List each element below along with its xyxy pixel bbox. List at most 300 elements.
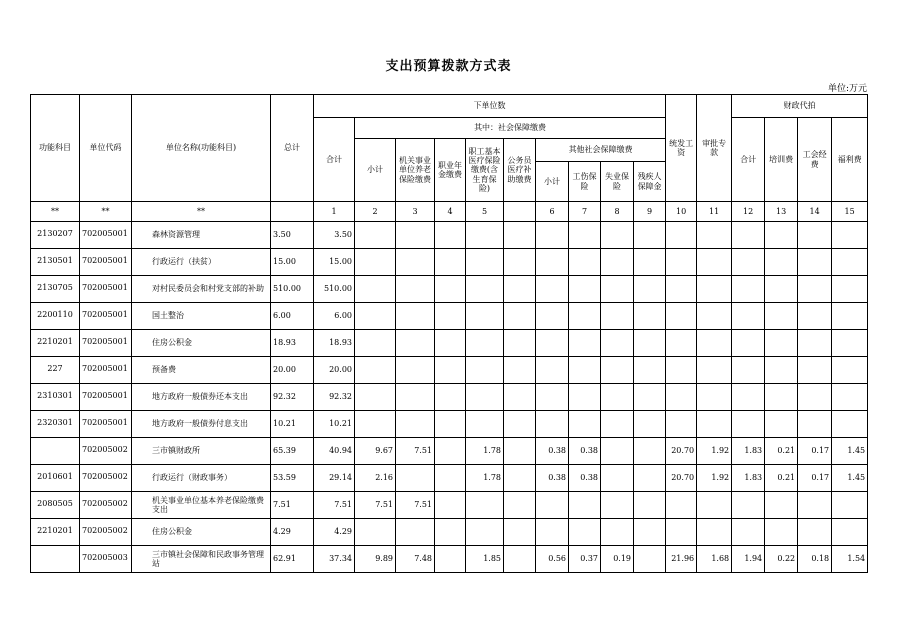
cell-name: 国土整治 (132, 303, 271, 330)
cell-c5b (504, 546, 536, 573)
cell-c9 (634, 222, 666, 249)
index-cell: 15 (832, 202, 868, 222)
cell-c1: 15.00 (314, 249, 355, 276)
cell-c8 (601, 465, 634, 492)
cell-c4 (435, 276, 466, 303)
cell-c3 (396, 330, 435, 357)
cell-c12 (732, 276, 765, 303)
cell-func: 2210201 (31, 519, 80, 546)
cell-c11 (697, 357, 732, 384)
header-unit-name: 单位名称(功能科目) (132, 95, 271, 202)
cell-c15: 1.45 (832, 465, 868, 492)
cell-c8 (601, 411, 634, 438)
cell-c2: 7.51 (355, 492, 396, 519)
cell-c11 (697, 492, 732, 519)
cell-c5b (504, 384, 536, 411)
cell-c6: 0.56 (536, 546, 569, 573)
cell-c7: 0.37 (569, 546, 601, 573)
cell-c5b (504, 249, 536, 276)
cell-func: 2320301 (31, 411, 80, 438)
cell-c14 (798, 222, 832, 249)
header-small-total: 小计 (355, 139, 396, 202)
cell-c1: 40.94 (314, 438, 355, 465)
cell-c14 (798, 357, 832, 384)
cell-c4 (435, 357, 466, 384)
cell-total: 6.00 (271, 303, 314, 330)
cell-c15 (832, 303, 868, 330)
table-row (31, 276, 868, 303)
cell-c14 (798, 276, 832, 303)
cell-c13 (765, 492, 798, 519)
cell-c6 (536, 330, 569, 357)
cell-c1: 510.00 (314, 276, 355, 303)
header-other-social: 其他社会保障缴费 (536, 139, 666, 162)
cell-c7 (569, 492, 601, 519)
cell-c12 (732, 519, 765, 546)
cell-c9 (634, 438, 666, 465)
header-annuity: 职业年金缴费 (435, 139, 466, 202)
cell-c5b (504, 330, 536, 357)
cell-c2: 9.67 (355, 438, 396, 465)
index-cell: 3 (396, 202, 435, 222)
index-cell: 5 (466, 202, 504, 222)
cell-c6 (536, 492, 569, 519)
cell-total: 62.91 (271, 546, 314, 573)
cell-c2 (355, 276, 396, 303)
cell-func (31, 546, 80, 573)
cell-c10 (666, 276, 697, 303)
cell-name: 住房公积金 (132, 330, 271, 357)
header-approval: 审批专款 (697, 95, 732, 202)
cell-func: 2130501 (31, 249, 80, 276)
cell-c5b (504, 303, 536, 330)
cell-func: 2310301 (31, 384, 80, 411)
cell-c11 (697, 519, 732, 546)
cell-c13 (765, 330, 798, 357)
header-welfare: 福利费 (832, 118, 868, 202)
cell-c6 (536, 303, 569, 330)
cell-c5 (466, 411, 504, 438)
cell-c9 (634, 492, 666, 519)
index-row-body (31, 202, 868, 222)
index-cell: 10 (666, 202, 697, 222)
cell-c11 (697, 384, 732, 411)
cell-c8 (601, 438, 634, 465)
cell-c5 (466, 519, 504, 546)
cell-c10: 21.96 (666, 546, 697, 573)
cell-c6: 0.38 (536, 465, 569, 492)
cell-c15 (832, 492, 868, 519)
cell-func: 2200110 (31, 303, 80, 330)
cell-c8 (601, 519, 634, 546)
cell-c13 (765, 357, 798, 384)
cell-total: 15.00 (271, 249, 314, 276)
index-cell (504, 202, 536, 222)
cell-name: 三市镇社会保障和民政事务管理站 (132, 546, 271, 573)
cell-c5b (504, 465, 536, 492)
cell-c7 (569, 249, 601, 276)
cell-c14 (798, 330, 832, 357)
cell-c1: 29.14 (314, 465, 355, 492)
cell-c1: 18.93 (314, 330, 355, 357)
cell-c15 (832, 384, 868, 411)
cell-c7 (569, 222, 601, 249)
cell-c3 (396, 384, 435, 411)
cell-code: 702005002 (80, 519, 132, 546)
cell-c15 (832, 276, 868, 303)
index-cell: 1 (314, 202, 355, 222)
table-header (31, 95, 868, 202)
cell-code: 702005001 (80, 384, 132, 411)
cell-c6 (536, 519, 569, 546)
cell-name: 住房公积金 (132, 519, 271, 546)
cell-c6 (536, 276, 569, 303)
cell-c14 (798, 249, 832, 276)
header-social-sub: 其中：社会保障缴费 (355, 118, 666, 139)
cell-total: 18.93 (271, 330, 314, 357)
cell-c4 (435, 438, 466, 465)
cell-c8 (601, 303, 634, 330)
header-total: 总计 (271, 95, 314, 202)
cell-name: 对村民委员会和村党支部的补助 (132, 276, 271, 303)
cell-c13: 0.22 (765, 546, 798, 573)
cell-func: 2130705 (31, 276, 80, 303)
cell-c12 (732, 249, 765, 276)
cell-c12 (732, 492, 765, 519)
cell-c3 (396, 411, 435, 438)
cell-c8 (601, 276, 634, 303)
cell-c12 (732, 411, 765, 438)
cell-c14 (798, 303, 832, 330)
cell-c9 (634, 276, 666, 303)
cell-c12 (732, 222, 765, 249)
cell-c5: 1.78 (466, 438, 504, 465)
cell-c12 (732, 330, 765, 357)
cell-total: 53.59 (271, 465, 314, 492)
cell-c14 (798, 492, 832, 519)
cell-c5b (504, 276, 536, 303)
cell-name: 行政运行（财政事务） (132, 465, 271, 492)
cell-c6: 0.38 (536, 438, 569, 465)
cell-c15 (832, 411, 868, 438)
cell-c6 (536, 411, 569, 438)
cell-c12: 1.94 (732, 546, 765, 573)
page-title: 支出预算拨款方式表 (385, 59, 512, 74)
cell-total: 510.00 (271, 276, 314, 303)
cell-c6 (536, 222, 569, 249)
cell-c1: 92.32 (314, 384, 355, 411)
cell-code: 702005002 (80, 492, 132, 519)
cell-code: 702005002 (80, 438, 132, 465)
cell-c14: 0.17 (798, 465, 832, 492)
cell-c3 (396, 303, 435, 330)
cell-c7: 0.38 (569, 438, 601, 465)
cell-code: 702005001 (80, 222, 132, 249)
table-row (31, 519, 868, 546)
cell-c8 (601, 357, 634, 384)
index-cell: 14 (798, 202, 832, 222)
cell-total: 10.21 (271, 411, 314, 438)
table-row (31, 411, 868, 438)
cell-c10 (666, 222, 697, 249)
cell-name: 森林资源管理 (132, 222, 271, 249)
cell-c14 (798, 384, 832, 411)
cell-c8 (601, 330, 634, 357)
cell-c6 (536, 249, 569, 276)
table-row (31, 222, 868, 249)
cell-c7 (569, 330, 601, 357)
cell-c1: 6.00 (314, 303, 355, 330)
cell-c15: 1.54 (832, 546, 868, 573)
header-finance-direct: 财政代拍 (732, 95, 868, 118)
header-lower-units: 下单位数 (314, 95, 666, 118)
table-row (31, 330, 868, 357)
table-row (31, 546, 868, 573)
cell-c12 (732, 303, 765, 330)
cell-c10: 20.70 (666, 438, 697, 465)
cell-c14 (798, 519, 832, 546)
cell-c3 (396, 222, 435, 249)
cell-c5 (466, 330, 504, 357)
header-training: 培训费 (765, 118, 798, 202)
cell-c11 (697, 249, 732, 276)
table-row (31, 303, 868, 330)
cell-c7 (569, 384, 601, 411)
cell-c9 (634, 411, 666, 438)
table-row (31, 249, 868, 276)
cell-c1: 20.00 (314, 357, 355, 384)
cell-code: 702005001 (80, 303, 132, 330)
cell-c11 (697, 330, 732, 357)
header-fin-total: 合计 (732, 118, 765, 202)
cell-c13 (765, 276, 798, 303)
cell-c12 (732, 357, 765, 384)
cell-c2 (355, 384, 396, 411)
cell-c10 (666, 519, 697, 546)
table-row (31, 465, 868, 492)
cell-c5: 1.78 (466, 465, 504, 492)
cell-c12: 1.83 (732, 438, 765, 465)
cell-c5b (504, 357, 536, 384)
cell-c8 (601, 222, 634, 249)
cell-c11: 1.92 (697, 438, 732, 465)
cell-c6 (536, 384, 569, 411)
index-cell: 6 (536, 202, 569, 222)
index-row (31, 202, 868, 222)
cell-c3: 7.51 (396, 492, 435, 519)
cell-c4 (435, 492, 466, 519)
cell-func: 2080505 (31, 492, 80, 519)
cell-c5b (504, 438, 536, 465)
table-row (31, 384, 868, 411)
cell-c15 (832, 357, 868, 384)
cell-c2: 2.16 (355, 465, 396, 492)
index-cell: 4 (435, 202, 466, 222)
cell-c7 (569, 357, 601, 384)
cell-c2 (355, 357, 396, 384)
cell-c7 (569, 519, 601, 546)
cell-c2 (355, 222, 396, 249)
header-injury: 工伤保险 (569, 162, 601, 202)
cell-c2 (355, 303, 396, 330)
cell-c13 (765, 303, 798, 330)
index-cell: 12 (732, 202, 765, 222)
cell-c15 (832, 249, 868, 276)
cell-name: 预备费 (132, 357, 271, 384)
cell-c2 (355, 249, 396, 276)
cell-c11 (697, 222, 732, 249)
cell-code: 702005002 (80, 465, 132, 492)
cell-func (31, 438, 80, 465)
cell-c13 (765, 384, 798, 411)
cell-c3 (396, 276, 435, 303)
cell-func: 2210201 (31, 330, 80, 357)
index-cell: ** (80, 202, 132, 222)
cell-c2 (355, 330, 396, 357)
cell-c5 (466, 276, 504, 303)
cell-c8 (601, 249, 634, 276)
cell-c8: 0.19 (601, 546, 634, 573)
header-civil-medical: 公务员医疗补助缴费 (504, 139, 536, 202)
cell-c7: 0.38 (569, 465, 601, 492)
cell-c5b (504, 519, 536, 546)
cell-c9 (634, 546, 666, 573)
cell-code: 702005003 (80, 546, 132, 573)
cell-c13 (765, 519, 798, 546)
cell-func: 2010601 (31, 465, 80, 492)
cell-c8 (601, 492, 634, 519)
cell-c9 (634, 384, 666, 411)
cell-c6 (536, 357, 569, 384)
cell-c1: 3.50 (314, 222, 355, 249)
cell-c9 (634, 519, 666, 546)
cell-total: 20.00 (271, 357, 314, 384)
index-cell: 2 (355, 202, 396, 222)
cell-c5b (504, 492, 536, 519)
index-cell: 13 (765, 202, 798, 222)
cell-c7 (569, 411, 601, 438)
cell-c5 (466, 492, 504, 519)
cell-c12: 1.83 (732, 465, 765, 492)
cell-name: 行政运行（扶贫） (132, 249, 271, 276)
cell-c9 (634, 303, 666, 330)
cell-c4 (435, 546, 466, 573)
cell-c13 (765, 222, 798, 249)
cell-c5 (466, 384, 504, 411)
header-unemployment: 失业保险 (601, 162, 634, 202)
cell-c9 (634, 465, 666, 492)
cell-func: 227 (31, 357, 80, 384)
cell-c7 (569, 303, 601, 330)
cell-name: 机关事业单位基本养老保险缴费支出 (132, 492, 271, 519)
cell-c9 (634, 249, 666, 276)
cell-c4 (435, 465, 466, 492)
cell-c4 (435, 384, 466, 411)
cell-c11 (697, 276, 732, 303)
cell-c10 (666, 303, 697, 330)
cell-c5b (504, 411, 536, 438)
cell-c3: 7.51 (396, 438, 435, 465)
header-salary: 统发工资 (666, 95, 697, 202)
index-cell: 7 (569, 202, 601, 222)
table-row (31, 357, 868, 384)
cell-c3 (396, 357, 435, 384)
cell-c3: 7.48 (396, 546, 435, 573)
table-row (31, 492, 868, 519)
cell-name: 地方政府一般债券付息支出 (132, 411, 271, 438)
cell-c14 (798, 411, 832, 438)
cell-c3 (396, 519, 435, 546)
cell-c11: 1.92 (697, 465, 732, 492)
cell-c13 (765, 411, 798, 438)
cell-total: 65.39 (271, 438, 314, 465)
index-cell: 9 (634, 202, 666, 222)
cell-c1: 4.29 (314, 519, 355, 546)
cell-c4 (435, 249, 466, 276)
header-other-sub: 小计 (536, 162, 569, 202)
index-cell: 8 (601, 202, 634, 222)
cell-name: 地方政府一般债券还本支出 (132, 384, 271, 411)
cell-c15 (832, 330, 868, 357)
cell-c10 (666, 492, 697, 519)
cell-c10 (666, 411, 697, 438)
cell-c4 (435, 222, 466, 249)
cell-total: 4.29 (271, 519, 314, 546)
cell-c11 (697, 303, 732, 330)
cell-total: 3.50 (271, 222, 314, 249)
cell-c4 (435, 519, 466, 546)
cell-c14: 0.17 (798, 438, 832, 465)
table-body (31, 222, 868, 573)
header-func-code: 功能科目 (31, 95, 80, 202)
cell-code: 702005001 (80, 249, 132, 276)
header-unit-code: 单位代码 (80, 95, 132, 202)
cell-c9 (634, 330, 666, 357)
cell-c5b (504, 222, 536, 249)
header-subtotal-a: 合计 (314, 118, 355, 202)
cell-c14: 0.18 (798, 546, 832, 573)
cell-c2 (355, 411, 396, 438)
header-medical: 职工基本医疗保险缴费(含生育保险) (466, 139, 504, 202)
budget-table (30, 94, 868, 573)
cell-c4 (435, 330, 466, 357)
header-disability: 残疾人保障金 (634, 162, 666, 202)
cell-total: 7.51 (271, 492, 314, 519)
cell-code: 702005001 (80, 330, 132, 357)
cell-c3 (396, 465, 435, 492)
cell-func: 2130207 (31, 222, 80, 249)
cell-code: 702005001 (80, 411, 132, 438)
header-pension: 机关事业单位养老保险缴费 (396, 139, 435, 202)
cell-c1: 37.34 (314, 546, 355, 573)
cell-c11: 1.68 (697, 546, 732, 573)
cell-c11 (697, 411, 732, 438)
cell-total: 92.32 (271, 384, 314, 411)
cell-c10 (666, 384, 697, 411)
cell-c1: 7.51 (314, 492, 355, 519)
unit-label: 单位:万元 (827, 84, 867, 94)
cell-c3 (396, 249, 435, 276)
index-cell: 11 (697, 202, 732, 222)
cell-c13 (765, 249, 798, 276)
cell-c10 (666, 249, 697, 276)
cell-c10 (666, 357, 697, 384)
cell-c10 (666, 330, 697, 357)
cell-c5 (466, 303, 504, 330)
cell-c5 (466, 222, 504, 249)
cell-c10: 20.70 (666, 465, 697, 492)
cell-c15: 1.45 (832, 438, 868, 465)
